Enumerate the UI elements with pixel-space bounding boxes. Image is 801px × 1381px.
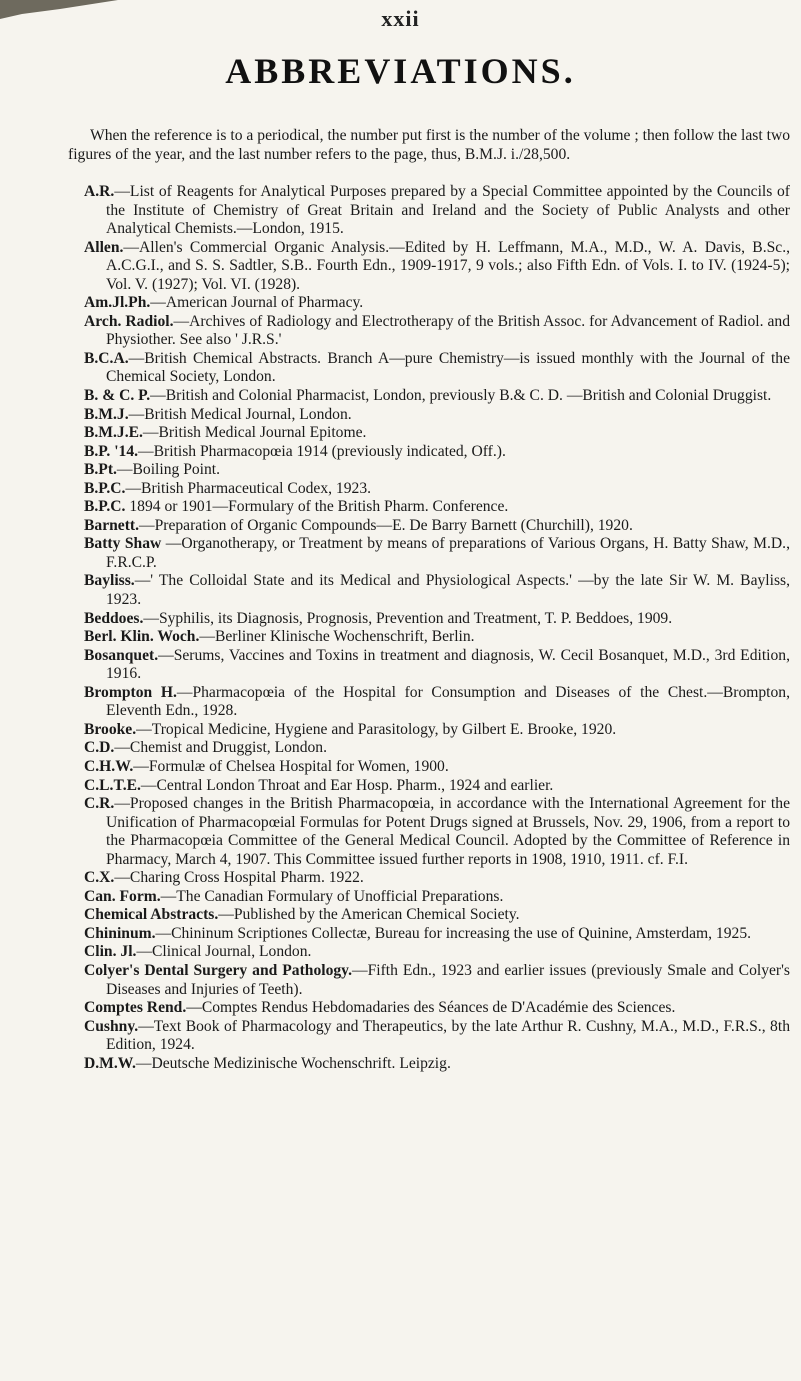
abbreviation-definition: —Tropical Medicine, Hygiene and Parasitology, by Gilbert E. Brooke, 1920. xyxy=(136,720,617,738)
abbreviation-definition: —American Journal of Pharmacy. xyxy=(150,294,364,312)
abbreviation-definition: —List of Reagents for Analytical Purposes prepared by a Special Committee appointed by the Councils of the Institute of Chemistry of Great Britain and Ireland and the Society of Public Analysts and other Analytical Chemists.—London, 1915. xyxy=(106,183,790,238)
abbreviation-definition: 1894 or 1901—Formulary of the British Pharm. Conference. xyxy=(125,498,509,516)
abbreviation-entry xyxy=(84,962,790,999)
abbreviation-entry xyxy=(84,610,790,629)
abbreviation-definition: —British Chemical Abstracts. Branch A—pure Chemistry—is issued monthly with the Journal of the Chemical Society, London. xyxy=(106,349,790,386)
abbreviation-entry xyxy=(84,869,790,888)
abbreviation-entry xyxy=(84,628,790,647)
abbreviation-term: Arch. Radiol. xyxy=(84,312,174,330)
abbreviation-term: Bosanquet. xyxy=(84,646,159,664)
abbreviation-definition: —Comptes Rendus Hebdomadaries des Séances de D'Académie des Sciences. xyxy=(186,999,676,1017)
abbreviation-term: B.M.J. xyxy=(84,405,129,423)
abbreviation-definition: —Preparation of Organic Compounds—E. De Barry Barnett (Churchill), 1920. xyxy=(139,516,633,534)
abbreviation-entry xyxy=(84,517,790,536)
abbreviation-term: A.R. xyxy=(84,183,115,200)
abbreviation-definition: —Syphilis, its Diagnosis, Prognosis, Prevention and Treatment, T. P. Beddoes, 1909. xyxy=(143,609,673,627)
abbreviation-definition: —Chininum Scriptiones Collectæ, Bureau for increasing the use of Quinine, Amsterdam, 1925. xyxy=(155,924,752,942)
abbreviation-definition: —Deutsche Medizinische Wochenschrift. Leipzig. xyxy=(135,1054,451,1072)
abbreviation-term: B.P.C. xyxy=(84,479,126,497)
abbreviation-entry xyxy=(84,739,790,758)
abbreviation-entry xyxy=(84,758,790,777)
abbreviation-entry xyxy=(84,498,790,517)
abbreviation-entry xyxy=(84,294,790,313)
abbreviation-definition: —Archives of Radiology and Electrotherapy of the British Assoc. for Advancement of Radiol. and Physiother. See also ' J.R.S.' xyxy=(106,312,791,349)
abbreviation-term: Am.Jl.Ph. xyxy=(84,294,151,312)
abbreviation-entry xyxy=(84,350,790,387)
abbreviation-entry xyxy=(84,313,790,350)
abbreviation-term: Beddoes. xyxy=(84,609,144,627)
abbreviation-definition: —The Canadian Formulary of Unofficial Preparations. xyxy=(160,887,504,905)
abbreviation-term: Chininum. xyxy=(84,924,156,942)
abbreviation-term: Can. Form. xyxy=(84,887,161,905)
abbreviation-entry xyxy=(84,1018,790,1055)
abbreviation-term: Berl. Klin. Woch. xyxy=(84,628,200,646)
abbreviation-entry xyxy=(84,795,790,869)
abbreviation-definition: —British Pharmacopœia 1914 (previously indicated, Off.). xyxy=(138,442,506,460)
abbreviation-term: Batty Shaw xyxy=(84,535,162,553)
abbreviation-term: B.M.J.E. xyxy=(84,424,143,442)
abbreviation-term: Brompton H. xyxy=(84,683,177,701)
abbreviation-entry xyxy=(84,925,790,944)
abbreviation-term: Comptes Rend. xyxy=(84,999,187,1017)
abbreviation-entry xyxy=(84,480,790,499)
abbreviation-definition: —Organotherapy, or Treatment by means of preparations of Various Organs, H. Batty Shaw, M.D., F.R.C.P. xyxy=(106,535,790,571)
abbreviation-entry xyxy=(84,424,790,443)
abbreviation-term: Colyer's Dental Surgery and Pathology. xyxy=(84,961,352,979)
abbreviation-entry xyxy=(84,1055,790,1074)
abbreviation-entry xyxy=(84,183,790,239)
abbreviation-definition: —Berliner Klinische Wochenschrift, Berlin. xyxy=(199,628,475,646)
page-title: ABBREVIATIONS. xyxy=(225,51,576,91)
abbreviation-term: Barnett. xyxy=(84,516,139,534)
abbreviation-definition: —British and Colonial Pharmacist, London, previously B.& C. D. —British and Colonial Druggist. xyxy=(150,387,772,405)
abbreviation-entry xyxy=(84,387,790,406)
abbreviation-term: C.H.W. xyxy=(84,757,134,775)
abbreviation-definition: —Published by the American Chemical Society. xyxy=(218,906,520,924)
abbreviation-definition: —Chemist and Druggist, London. xyxy=(114,739,327,757)
abbreviation-entry xyxy=(84,777,790,796)
abbreviation-term: B.P.C. xyxy=(84,498,126,516)
intro-paragraph: When the reference is to a periodical, the number put first is the number of the volume ; then follow the last two figures of the year, and the last number refers to the page, thus, B.M.J. i./28,500. xyxy=(68,127,790,163)
abbreviation-entry xyxy=(84,721,790,740)
abbreviation-definition: —' The Colloidal State and its Medical and Physiological Aspects.' —by the late Sir W. M. Bayliss, 1923. xyxy=(106,572,790,609)
abbreviation-definition: —Pharmacopœia of the Hospital for Consumption and Diseases of the Chest.—Brompton, Eleventh Edn., 1928. xyxy=(106,683,790,720)
abbreviation-entry xyxy=(84,406,790,425)
abbreviation-definition: —Fifth Edn., 1923 and earlier issues (previously Smale and Colyer's Diseases and Injuries of Teeth). xyxy=(106,961,790,998)
abbreviation-definition: —Formulæ of Chelsea Hospital for Women, 1900. xyxy=(133,757,449,775)
abbreviation-definition: —Clinical Journal, London. xyxy=(136,943,312,961)
abbreviation-definition: —Charing Cross Hospital Pharm. 1922. xyxy=(114,869,364,887)
abbreviation-term: Brooke. xyxy=(84,720,137,738)
abbreviation-definition: —British Medical Journal, London. xyxy=(128,405,352,423)
page-number: xxii xyxy=(381,6,420,31)
abbreviation-entry xyxy=(84,647,790,684)
abbreviation-term: C.X. xyxy=(84,869,115,887)
abbreviation-term: B.Pt. xyxy=(84,461,117,479)
abbreviation-entry xyxy=(84,943,790,962)
abbreviation-term: Allen. xyxy=(84,238,124,256)
abbreviation-definition: —Allen's Commercial Organic Analysis.—Edited by H. Leffmann, M.A., M.D., W. A. Davis, B.Sc., A.C.G.I., and S. S. Sadtler, S.B.. Fourth Edn., 1909-1917, 9 vols.; also Fifth Edn. of Vols. I. to IV. (1924-5); Vol. V. (1927); Vol. VI. (1928). xyxy=(106,238,790,293)
abbreviation-term: C.R. xyxy=(84,795,115,813)
abbreviation-term: B.P. '14. xyxy=(84,442,139,460)
abbreviation-definition: —Serums, Vaccines and Toxins in treatment and diagnosis, W. Cecil Bosanquet, M.D., 3rd Edition, 1916. xyxy=(106,646,790,683)
abbreviation-definition: —Text Book of Pharmacology and Therapeutics, by the late Arthur R. Cushny, M.A., M.D., F.R.S., 8th Edition, 1924. xyxy=(106,1017,790,1054)
abbreviation-term: C.D. xyxy=(84,739,115,757)
abbreviation-definition: —British Pharmaceutical Codex, 1923. xyxy=(125,479,372,497)
abbreviation-term: C.L.T.E. xyxy=(84,776,141,794)
abbreviation-term: D.M.W. xyxy=(84,1054,136,1072)
abbreviation-entry xyxy=(84,906,790,925)
abbreviation-entry xyxy=(84,461,790,480)
abbreviation-term: B.C.A. xyxy=(84,349,129,367)
abbreviation-definition: —Boiling Point. xyxy=(116,461,221,479)
abbreviation-list xyxy=(84,183,790,1073)
abbreviation-definition: —British Medical Journal Epitome. xyxy=(142,424,367,442)
abbreviation-term: Chemical Abstracts. xyxy=(84,906,219,924)
abbreviation-term: B. & C. P. xyxy=(84,387,151,405)
abbreviation-definition: —Central London Throat and Ear Hosp. Pharm., 1924 and earlier. xyxy=(140,776,554,794)
abbreviation-entry xyxy=(84,888,790,907)
abbreviation-entry xyxy=(84,572,790,609)
abbreviation-term: Clin. Jl. xyxy=(84,943,137,961)
abbreviation-entry xyxy=(84,443,790,462)
abbreviation-entry xyxy=(84,239,790,295)
abbreviation-term: Bayliss. xyxy=(84,572,135,590)
abbreviation-entry xyxy=(84,684,790,721)
abbreviation-definition: —Proposed changes in the British Pharmacopœia, in accordance with the International Agreement for the Unification of Pharmacopœial Formulas for Potent Drugs signed at Brussels, Nov. 29, 1906, from a report to the Pharmacopœia Committee of the General Medical Council. Adopted by the Committee of Reference in Pharmacy, March 4, 1907. This Committee issued further reports in 1908, 1910, 1911. cf. F.I. xyxy=(106,795,790,868)
abbreviation-entry xyxy=(84,535,790,572)
abbreviation-entry xyxy=(84,999,790,1018)
abbreviation-term: Cushny. xyxy=(84,1017,139,1035)
